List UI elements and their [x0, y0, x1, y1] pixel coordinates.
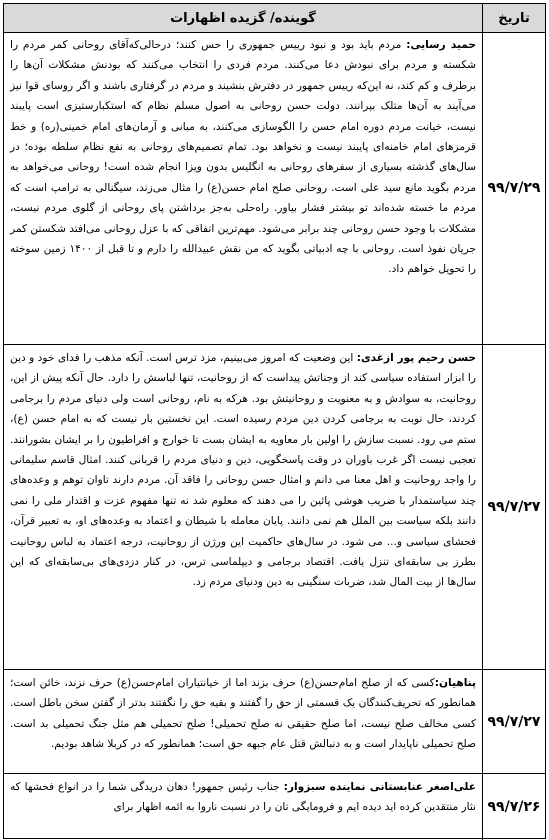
row-statement	[4, 32, 482, 344]
statement-text: کسی که از صلح امام‌حسن(ع) حرف بزند اما از خیانتیاران امام‌حسن(ع) حرف نزند، خائن است؛ همانطور که تحریف‌کنندگان یک قسمتی از حق را گفتند و بقیه حق را نگفتند بدتر از گفتن سخن باطل است. کسی مخالف صلح نیست، اما صلح حقیقی نه صلح تحمیلی! صلح تحمیلی هم مثل جنگ تحمیلی بد است. صلح تحمیلی ناپایدار است و به دنبالش قتل عام جبهه حق است؛ همانطور که در کربلا شاهد بودیم.	[10, 677, 476, 751]
table-row	[4, 774, 545, 840]
header-speaker-statements: گوینده/ گزیده اظهارات	[170, 10, 316, 26]
statement-text: این وضعیت که امروز می‌بینیم، مزد ترس است. آنکه مذهب را فدای خود و دین را ابزار استفاده سیاسی کند از وجناتش پیداست که از روحانیت، تنها لباسش را دارد. حال آنکه پیش از این، روحانیت، به سوادش و به معنویت و روحانیتش بود. هرکه به نام، روحانی است ولی دنیای مردم را برجامی کردند، حال نوبت به برجامی کردن دین مردم رسیده است. این نخستین بار نیست که به امام حسن (ع)، ستم می رود. نسبت سازش را اولین بار معاویه به ایشان بست تا خوارج و افراطیون را بر ایشان بشورانند. تعجبی نیست اگر غرب باوران در وقت پاسخگویی، دین و دنیای مردم را قربانی کنند. امثال قاسم سلیمانی را واجد روحانیت و اهل معنا می دانم و امثال حسن روحانی را فاقد آن. مردم دارند تاوان توهم و وعده‌های چند سیاستمدار با ضریب هوشی پائین را می دهند که معلوم شد نه تنها مفهوم عزت و اقتدار ملی را نمی دانند بلکه سیاست بین الملل هم نمی دانند. پایان معامله با شیطان و اعتماد به وعده‌های او، به تعبیر قرآن، فحشای سیاسی و... می شود. در سال‌های حاکمیت این ورژن از روحانیت، درجه اعتماد به لباس روحانیت بطرز بی سابقه‌ای تنزل یافت. اقتصاد برجامی و دیپلماسی ترس، در کنار دزدی‌های بی‌سابقه‌ای که این سال‌ها از بیت المال شد، ضربات سنگینی به دین ودنیای مردم زد.	[10, 352, 476, 589]
row-statement	[4, 345, 482, 669]
speaker-name: حسن رحیم پور ازغدی:	[356, 352, 476, 364]
statement-text: جناب رئیس جمهور! دهان دریدگی شما را در انواع فحشها که نثار منتقدین کرده اید دیده ایم و فرومایگی تان را در نسبت ناروا به ائمه اظهار برای	[10, 781, 476, 814]
speaker-name: پناهیان:	[434, 677, 476, 689]
speaker-name: حمید رسایی:	[406, 39, 477, 51]
table-row	[4, 345, 545, 670]
row-date: ۹۹/۷/۲۶	[482, 774, 545, 840]
header-date: تاریخ	[482, 4, 545, 32]
row-statement	[4, 670, 482, 773]
table-header	[4, 4, 545, 33]
table-row	[4, 670, 545, 774]
row-statement	[4, 774, 482, 840]
row-date: ۹۹/۷/۲۹	[482, 32, 545, 344]
table-row	[4, 32, 545, 345]
speaker-name: علی‌اصغر عنابستانی نماینده سبزوار:	[283, 781, 476, 793]
statements-table	[3, 3, 546, 839]
statement-text: مردم باید بود و نبود رییس جمهوری را حس کنند؛ درحالی‌که‌آقای روحانی کمر مردم را شکسته و مردم برای نبودش دعا می‌کنند. مردم فردی را انتخاب می‌کنند که بودنش مشکلات آن‌ها را برطرف و کم کند، نه این‌که رییس جمهور در دفترش بنشیند و مردم در گرفتاری باشند و اگر روسای قوا نیز می‌آیند به آن‌ها متلک بپرانند. دولت حسن روحانی به اصول مسلم نظام که استکبارستیزی است پایبند نیست، خیانت مردم دوره امام حسن را الگوسازی می‌کنند، به مبانی و آرمان‌های امام خمینی(ره) و خط قرمزهای امام خامنه‌ای پایبند نیست و نخواهد بود. تمام تصمیم‌های روحانی به نفع نظام سلطه بوده؛ در سال‌های گذشته بسیاری از سفرهای روحانی به انگلیس بدون ویزا انجام شده است! روحانی می‌خواهد به مردم بگوید مانع سید علی است. روحانی صلح امام حسن(ع) را مثال می‌زند، سیگنالی به ترامپ است که مردم ما خسته شده‌اند تو بیشتر فشار بیاور. راه‌حلی به‌جز برداشتن پای روحانی از گلوی مردم نیست، مشکلات با وجود حسن روحانی چند برابر می‌شود. مهم‌ترین اتفاقی که با عزل روحانی می‌افتد شکستن کمر جریان نفوذ است. روحانی با چه ادبیاتی بگوید که من نقش عبیدالله را دارم و تا قبل از ۱۴۰۰ زمین سوخته را تحویل خواهم داد.	[10, 39, 476, 276]
row-date: ۹۹/۷/۲۷	[482, 670, 545, 773]
row-date: ۹۹/۷/۲۷	[482, 345, 545, 669]
